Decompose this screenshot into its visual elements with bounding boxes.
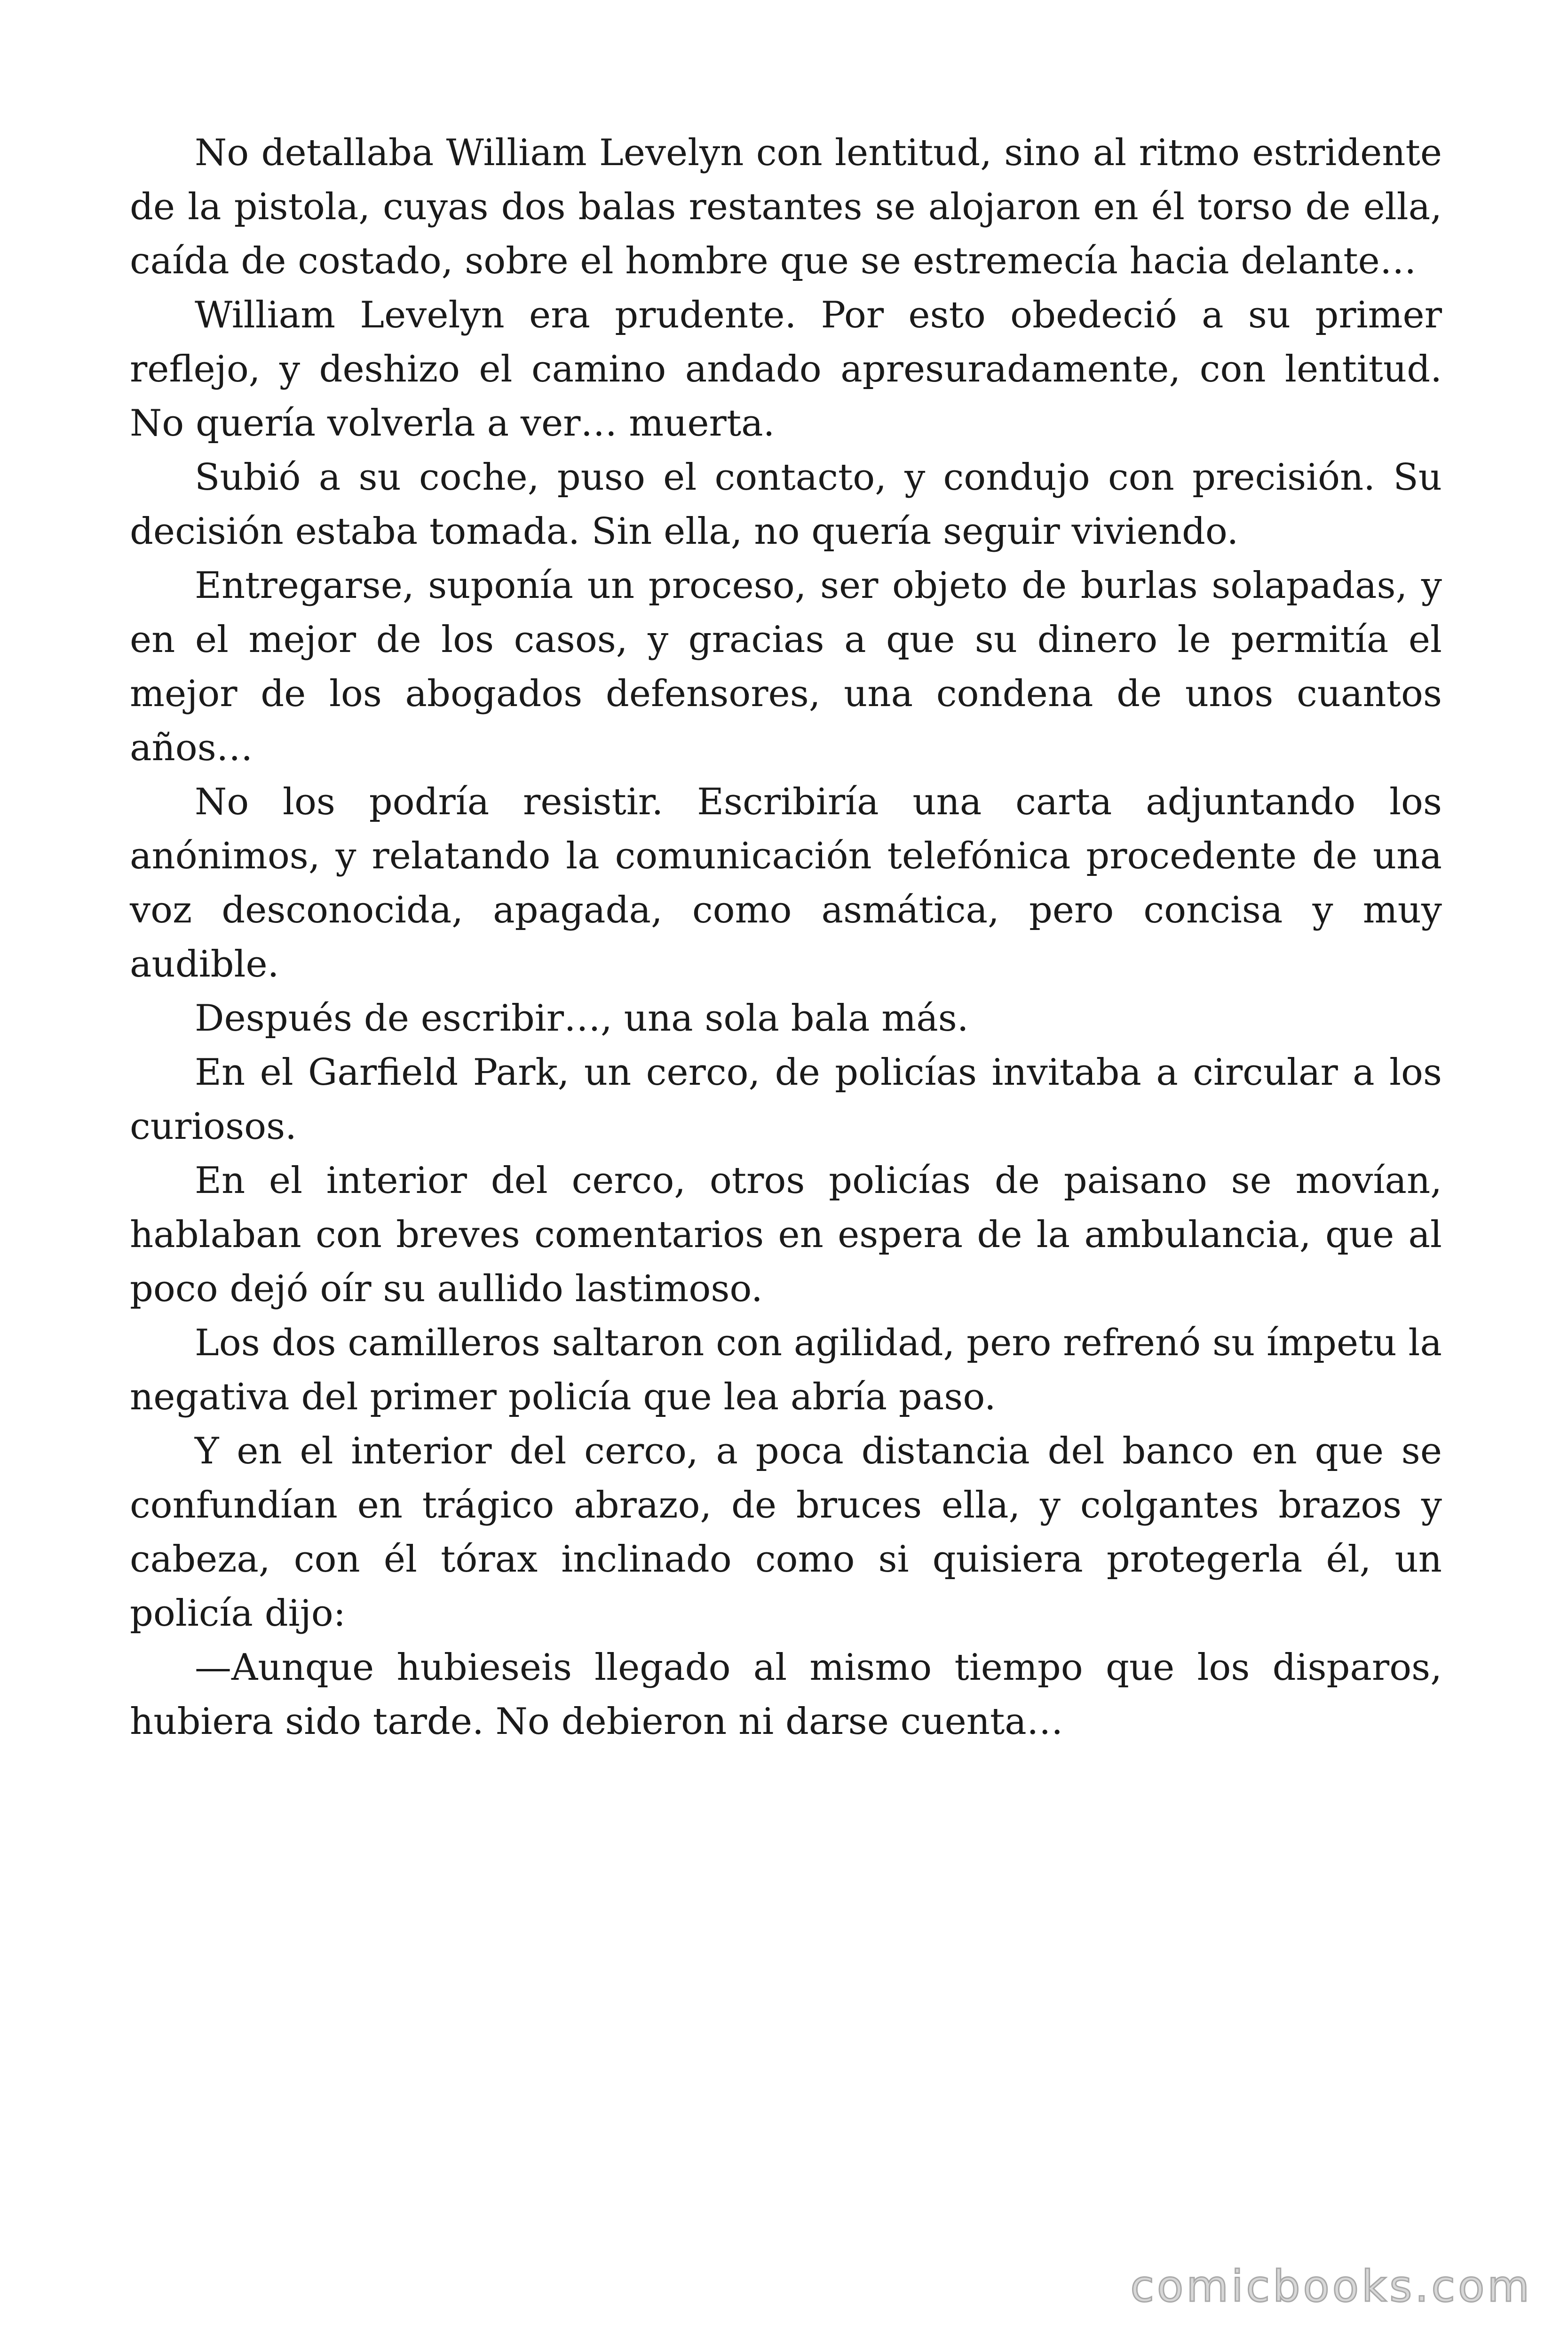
body-text <box>130 126 1442 1749</box>
paragraph: No detallaba William Levelyn con lentitud, sino al ritmo estridente de la pistola, cuyas dos balas restantes se alojaron en él torso de ella, caída de costado, sobre el hombre que se estremecía hacia delante… <box>130 132 1442 282</box>
paragraph: Y en el interior del cerco, a poca distancia del banco en que se confundían en trágico abrazo, de bruces ella, y colgantes brazos y cabeza, con él tórax inclinado como si quisiera protegerla él, un policía dijo: <box>130 1430 1442 1635</box>
paragraph: Los dos camilleros saltaron con agilidad, pero refrenó su ímpetu la negativa del primer policía que lea abría paso. <box>130 1322 1442 1418</box>
paragraph: En el interior del cerco, otros policías de paisano se movían, hablaban con breves comentarios en espera de la ambulancia, que al poco dejó oír su aullido lastimoso. <box>130 1160 1442 1310</box>
paragraph: En el Garfield Park, un cerco, de policías invitaba a circular a los curiosos. <box>130 1051 1442 1148</box>
paragraph: Subió a su coche, puso el contacto, y condujo con precisión. Su decisión estaba tomada. Sin ella, no quería seguir viviendo. <box>130 456 1442 553</box>
paragraph: Entregarse, suponía un proceso, ser objeto de burlas solapadas, y en el mejor de los casos, y gracias a que su dinero le permitía el mejor de los abogados defensores, una condena de unos cuantos años… <box>130 564 1442 769</box>
paragraph: William Levelyn era prudente. Por esto obedeció a su primer reflejo, y deshizo el camino andado apresuradamente, con lentitud. No quería volverla a ver… muerta. <box>130 294 1442 445</box>
paragraph: No los podría resistir. Escribiría una carta adjuntando los anónimos, y relatando la comunicación telefónica procedente de una voz desconocida, apagada, como asmática, pero concisa y muy audible. <box>130 781 1442 985</box>
paragraph: —Aunque hubieseis llegado al mismo tiempo que los disparos, hubiera sido tarde. No debieron ni darse cuenta… <box>130 1646 1442 1743</box>
paragraph: Después de escribir…, una sola bala más. <box>195 997 969 1040</box>
watermark: comicbooks.com <box>1130 2261 1532 2312</box>
